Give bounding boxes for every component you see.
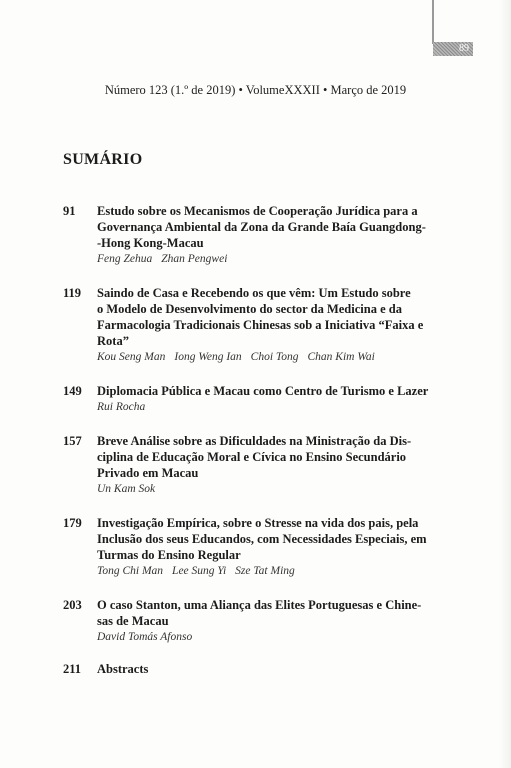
toc-entry-authors (97, 349, 433, 365)
toc-entry-page-number: 203 (63, 598, 82, 612)
toc-entry-page-number: 211 (63, 662, 82, 676)
toc-entry-title-line: o Modelo de Desenvolvimento do sector da Medicina e da (97, 302, 402, 316)
toc-entry-page-number: 119 (63, 286, 82, 300)
toc-entry-title-line: Investigação Empírica, sobre o Stresse na vida dos pais, pela (97, 516, 419, 530)
toc-entry (63, 433, 433, 497)
toc-entry-authors (97, 481, 433, 497)
page-number: 89 (433, 42, 473, 56)
toc-entry-title-line: Governança Ambiental da Zona da Grande Baía Guangdong- (97, 220, 426, 234)
toc-entry-title-line: Breve Análise sobre as Dificuldades na Ministração da Dis- (97, 434, 412, 448)
toc-entry-body (97, 597, 433, 645)
toc-entry-title-line: O caso Stanton, uma Aliança das Elites Portuguesas e Chine- (97, 598, 422, 612)
author-name: Choi Tong (250, 351, 299, 363)
author-name: David Tomás Afonso (97, 631, 193, 643)
toc-entry-title-line: Farmacologia Tradicionais Chinesas sob a Iniciativa “Faixa e (97, 318, 424, 332)
toc-entry-body (97, 515, 433, 579)
toc-entry-title-line: Inclusão dos seus Educandos, com Necessidades Especiais, em (97, 532, 427, 546)
toc-entry-title-line: sas de Macau (97, 614, 169, 628)
author-name: Sze Tat Ming (235, 565, 295, 577)
author-name: Lee Sung Yi (172, 565, 227, 577)
toc-entry-authors (97, 251, 433, 267)
toc-entry-title (97, 597, 433, 629)
toc-entry (63, 515, 433, 579)
toc-entry-page-number: 179 (63, 516, 82, 530)
toc-entry-title-line: Saindo de Casa e Recebendo os que vêm: Um Estudo sobre (97, 286, 411, 300)
toc-entry-title (97, 515, 433, 563)
toc-entry-title (97, 285, 433, 349)
toc-entry-body (97, 383, 433, 415)
author-name: Feng Zehua (97, 253, 153, 265)
author-name: Chan Kim Wai (307, 351, 375, 363)
toc-entry (63, 597, 433, 645)
toc-entry (63, 285, 433, 365)
author-name: Rui Rocha (97, 401, 146, 413)
toc-entry (63, 203, 433, 267)
author-name: Zhan Pengwei (161, 253, 228, 265)
toc-entry-authors (97, 563, 433, 579)
author-name: Iong Weng Ian (174, 351, 242, 363)
toc-entry-body (97, 661, 433, 677)
toc-entry-title-line: Abstracts (97, 662, 149, 676)
toc-entry-title (97, 383, 433, 399)
toc-entry-title (97, 203, 433, 251)
toc-entry-body (97, 285, 433, 365)
toc-entry-title-line: Turmas do Ensino Regular (97, 548, 241, 562)
toc-entry-title (97, 661, 433, 677)
issue-header: Número 123 (1.º de 2019) • VolumeXXXII • Março de 2019 (104, 83, 407, 97)
toc-entry-title-line: ciplina de Educação Moral e Cívica no Ensino Secundário (97, 450, 407, 464)
page-edge-shadow (499, 0, 511, 768)
toc-entry-title-line: Rota” (97, 334, 129, 348)
toc-entry-title-line: -Hong Kong-Macau (97, 236, 204, 250)
toc-entry-authors (97, 629, 433, 645)
table-of-contents (63, 203, 433, 677)
toc-entry (63, 383, 433, 415)
toc-entry (63, 661, 433, 677)
toc-entry-title (97, 433, 433, 481)
toc-entry-body (97, 203, 433, 267)
author-name: Un Kam Sok (97, 483, 156, 495)
toc-entry-title-line: Estudo sobre os Mecanismos de Cooperação Jurídica para a (97, 204, 418, 218)
toc-entry-title-line: Diplomacia Pública e Macau como Centro de Turismo e Lazer (97, 384, 429, 398)
toc-entry-page-number: 91 (63, 204, 76, 218)
toc-entry-authors (97, 399, 433, 415)
toc-entry-title-line: Privado em Macau (97, 466, 199, 480)
author-name: Kou Seng Man (97, 351, 166, 363)
toc-entry-page-number: 157 (63, 434, 82, 448)
toc-entry-page-number: 149 (63, 384, 82, 398)
author-name: Tong Chi Man (97, 565, 164, 577)
page-edge-line (432, 0, 434, 44)
summary-title: SUMÁRIO (63, 151, 143, 168)
toc-entry-body (97, 433, 433, 497)
